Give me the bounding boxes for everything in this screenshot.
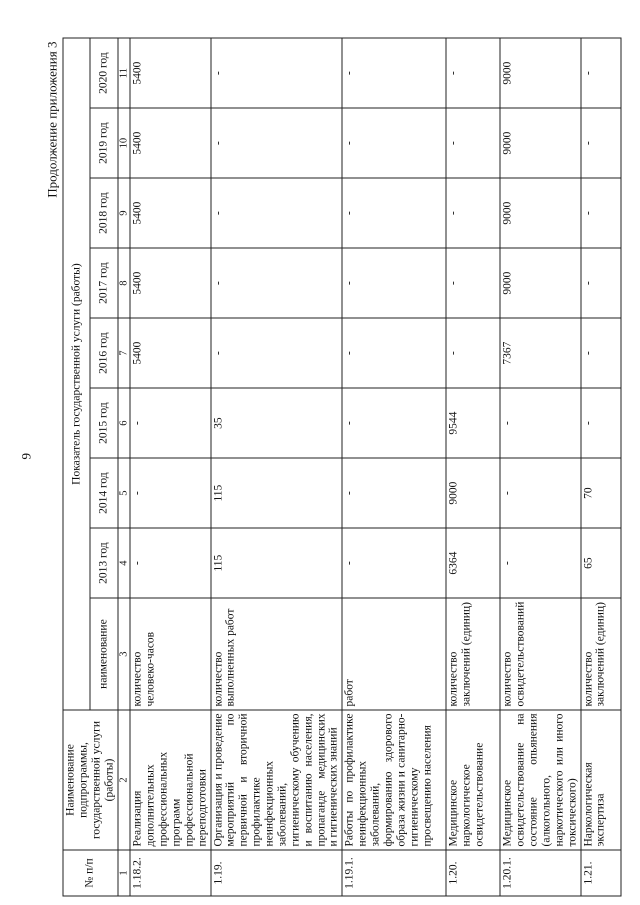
row-value: -	[342, 458, 446, 528]
row-value: 5400	[130, 318, 210, 388]
row-value: 5400	[130, 248, 210, 318]
row-indicator: количество человеко-часов	[130, 598, 210, 710]
row-value: 9000	[446, 458, 500, 528]
row-value: -	[446, 108, 500, 178]
row-value: 65	[580, 528, 620, 598]
header-year: 2018 год	[90, 178, 117, 248]
column-number: 5	[117, 458, 130, 528]
row-value: 5400	[130, 108, 210, 178]
row-value: 35	[210, 388, 342, 458]
column-number: 6	[117, 388, 130, 458]
header-row-1	[63, 38, 90, 896]
row-name: Организация и проведение мероприятий по первичной и вторичной профилактике неинфекционных заболеваний, гигиеническому обучению и воспитанию населения, пропаганде медицинских и гигиенических знаний	[210, 710, 342, 850]
row-value: 6364	[446, 528, 500, 598]
row-value: 5400	[130, 38, 210, 108]
row-indicator: количество выполненных работ	[210, 598, 342, 710]
column-number: 11	[117, 38, 130, 108]
header-indicator-group: Показатель государственной услуги (работы)	[63, 38, 90, 710]
row-name: Медицинское освидетельствование на состояние опьянения (алкогольного, наркотического или иного токсического)	[500, 710, 580, 850]
row-value: 9000	[500, 178, 580, 248]
row-number: 1.19.	[210, 850, 342, 896]
column-number: 7	[117, 318, 130, 388]
row-value: 70	[580, 458, 620, 528]
row-indicator: количество освидетельствований	[500, 598, 580, 710]
row-value: -	[580, 178, 620, 248]
row-value: -	[342, 248, 446, 318]
row-indicator: количество заключений (единиц)	[580, 598, 620, 710]
row-value: 115	[210, 528, 342, 598]
row-number: 1.21.	[580, 850, 620, 896]
column-number: 9	[117, 178, 130, 248]
row-indicator: количество заключений (единиц)	[446, 598, 500, 710]
column-number: 2	[117, 710, 130, 850]
row-value: -	[130, 388, 210, 458]
row-value: -	[342, 38, 446, 108]
row-value: -	[580, 108, 620, 178]
row-value: 7367	[500, 318, 580, 388]
row-value: 9000	[500, 248, 580, 318]
row-value: 115	[210, 458, 342, 528]
row-value: -	[500, 388, 580, 458]
header-year: 2015 год	[90, 388, 117, 458]
column-number-row	[117, 38, 130, 896]
header-year: 2014 год	[90, 458, 117, 528]
row-name: Реализация дополнительных профессиональных программ профессиональной переподготовки	[130, 710, 210, 850]
row-value: -	[210, 318, 342, 388]
table-row	[210, 38, 342, 896]
row-value: 5400	[130, 178, 210, 248]
row-number: 1.20.1.	[500, 850, 580, 896]
row-value: -	[500, 528, 580, 598]
page-number: 9	[18, 453, 33, 460]
row-value: -	[210, 248, 342, 318]
row-value: -	[210, 38, 342, 108]
column-number: 8	[117, 248, 130, 318]
row-value: -	[342, 388, 446, 458]
row-indicator: работ	[342, 598, 446, 710]
program-table	[62, 38, 621, 897]
row-value: 9544	[446, 388, 500, 458]
header-year: 2016 год	[90, 318, 117, 388]
row-value: -	[342, 318, 446, 388]
row-value: -	[210, 178, 342, 248]
header-year: 2019 год	[90, 108, 117, 178]
row-value: -	[446, 38, 500, 108]
row-number: 1.18.2.	[130, 850, 210, 896]
row-number: 1.19.1.	[342, 850, 446, 896]
row-value: -	[210, 108, 342, 178]
table-row	[342, 38, 446, 896]
row-value: -	[580, 248, 620, 318]
column-number: 3	[117, 598, 130, 710]
row-value: -	[446, 178, 500, 248]
row-number: 1.20.	[446, 850, 500, 896]
table-row	[500, 38, 580, 896]
table-row	[446, 38, 500, 896]
row-name: Медицинское наркологическое освидетельствование	[446, 710, 500, 850]
header-year: 2020 год	[90, 38, 117, 108]
table-row	[580, 38, 620, 896]
header-name: Наименование подпрограммы, государственной услуги (работы)	[63, 710, 118, 850]
row-value: 9000	[500, 108, 580, 178]
row-value: -	[446, 318, 500, 388]
row-value: -	[342, 108, 446, 178]
row-name: Работы по профилактике неинфекционных заболеваний, формированию здорового образа жизни и санитарно-гигиеническому просвещению населения	[342, 710, 446, 850]
row-value: -	[580, 318, 620, 388]
continuation-label: Продолжение приложения 3	[44, 41, 59, 198]
row-value: -	[130, 458, 210, 528]
column-number: 10	[117, 108, 130, 178]
column-number: 4	[117, 528, 130, 598]
row-value: -	[342, 528, 446, 598]
row-value: -	[130, 528, 210, 598]
row-value: -	[342, 178, 446, 248]
row-value: -	[580, 38, 620, 108]
table-row	[130, 38, 210, 896]
row-value: -	[446, 248, 500, 318]
header-num: № п/п	[63, 850, 118, 896]
row-value: -	[500, 458, 580, 528]
header-year: 2017 год	[90, 248, 117, 318]
header-indicator-name: наименование	[90, 598, 117, 710]
row-name: Наркологическая экспертиза	[580, 710, 620, 850]
column-number: 1	[117, 850, 130, 896]
row-value: 9000	[500, 38, 580, 108]
row-value: -	[580, 388, 620, 458]
header-year: 2013 год	[90, 528, 117, 598]
